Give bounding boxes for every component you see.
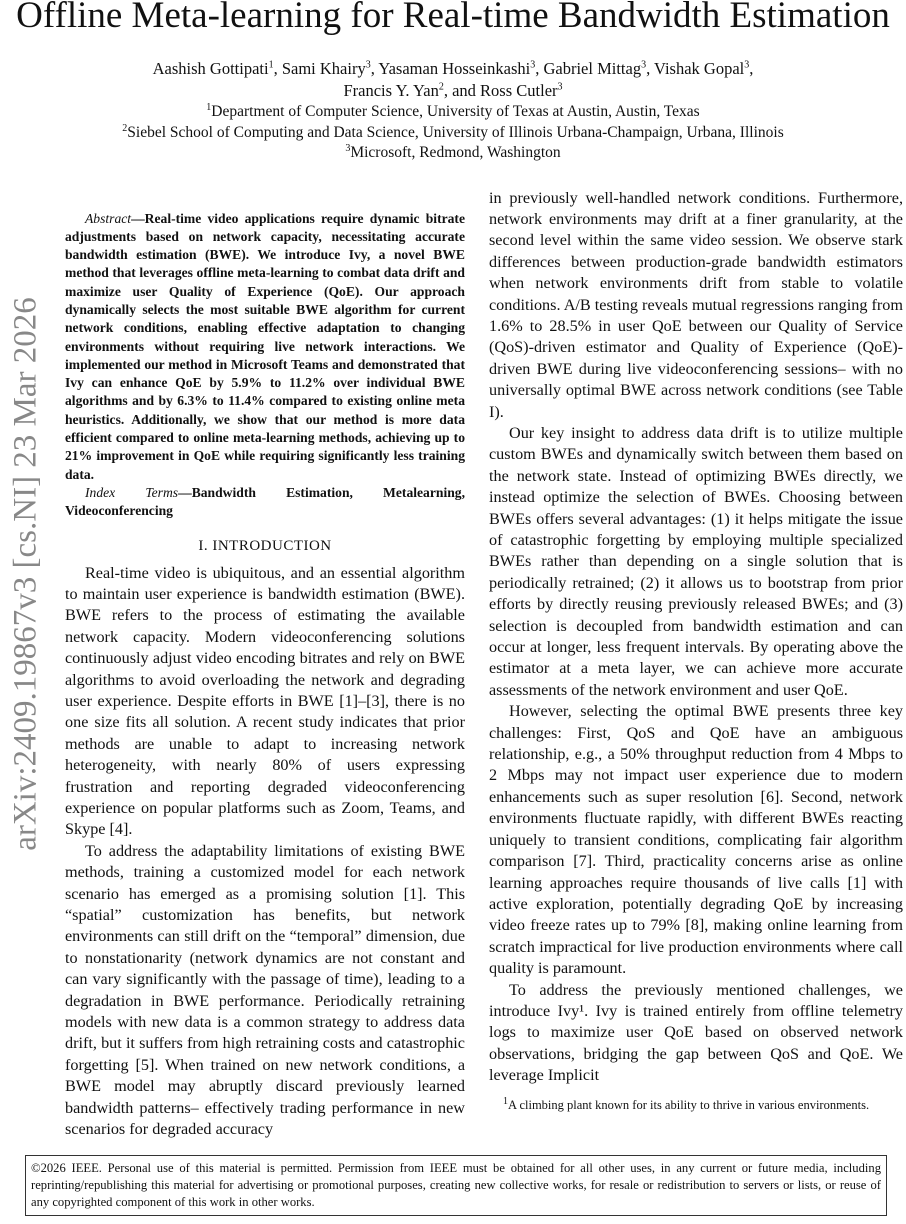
author-name: Sami Khairy xyxy=(281,59,366,78)
author-affil-mark: 1 xyxy=(268,59,274,71)
body-paragraph: To address the previously mentioned challenges, we introduce Ivy¹. Ivy is trained entirely from offline telemetry logs to maximize user QoE based on observed network observations, bridging the gap between QoS and QoE. We leverage Implicit xyxy=(489,980,903,1085)
affil-text: Siebel School of Computing and Data Science, University of Illinois Urbana-Champaign, Urbana, Illinois xyxy=(127,123,784,141)
author-affil-mark: 2 xyxy=(438,81,444,93)
author-line-2: Francis Y. Yan$^2$, and Ross Cutler$^3$ xyxy=(343,81,563,100)
author-name: Aashish Gottipati xyxy=(152,59,269,78)
paper-header xyxy=(0,0,906,164)
affil-mark: 1 xyxy=(206,101,212,113)
author-name: Vishak Gopal xyxy=(654,59,745,78)
affiliation xyxy=(20,143,886,164)
abstract-label: Abstract xyxy=(85,210,132,226)
footnote-mark: 1 xyxy=(503,1095,508,1107)
author-name: Ross Cutler xyxy=(480,81,558,100)
abstract-text: —Real-time video applications require dynamic bitrate adjustments based on network capacity, necessitating accurate bandwidth estimation (BWE). We introduce Ivy, a novel BWE method that leverages offline meta-learning to combat data drift and maximize user Quality of Experience (QoE). Our approach dynamically selects the most suitable BWE algorithm for current network conditions, enabling effective adaptation to changing environments without requiring live network interactions. We implemented our method in Microsoft Teams and demonstrated that Ivy can enhance QoE by 5.9% to 11.2% over individual BWE algorithms and by 6.3% to 11.4% compared to existing online meta heuristics. Additionally, we show that our method is more data efficient compared to online meta-learning methods, achieving up to 21% improvement in QoE while requiring significantly less training data. xyxy=(65,210,465,482)
index-terms-text: —Bandwidth Estimation, Metalearning, Videoconferencing xyxy=(65,484,465,519)
right-column xyxy=(489,188,903,1113)
body-paragraph: in previously well-handled network conditions. Furthermore, network environments may drift at a finer granularity, at the second level within the same video session. We observe stark differences between production-grade bandwidth estimators when network environments drift from stable to volatile conditions. A/B testing reveals mutual regressions ranging from 1.6% to 28.5% in user QoE between our Quality of Service (QoS)-driven estimator and Quality of Experience (QoE)-driven BWE during live videoconferencing sessions– with no universally optimal BWE across network conditions (see Table I). xyxy=(489,188,903,421)
affil-text: Microsoft, Redmond, Washington xyxy=(350,144,561,161)
body-paragraph: Real-time video is ubiquitous, and an essential algorithm to maintain user experience is bandwidth estimation (BWE). BWE refers to the process of estimating the available network capacity. Modern videoconferencing solutions continuously adjust video encoding bitrates and rely on BWE algorithms to avoid overloading the network and degrading user experience. Despite efforts in BWE [1]–[3], there is no one size fits all solution. A recent study indicates that prior methods are unable to adapt to increasing network heterogeneity, with nearly 80% of users expressing frustration and reporting degraded videoconferencing experience on popular platforms such as Zoom, Teams, and Skype [4]. xyxy=(65,563,465,839)
abstract xyxy=(65,210,465,484)
affiliation xyxy=(20,123,886,144)
two-column-body xyxy=(0,188,906,1141)
affiliation xyxy=(20,102,886,123)
index-terms xyxy=(65,484,465,521)
author-list xyxy=(60,58,846,102)
author-name: Francis Y. Yan xyxy=(343,81,439,100)
footnote xyxy=(489,1097,903,1113)
affil-mark: 3 xyxy=(345,142,351,154)
author-affil-mark: 3 xyxy=(641,59,647,71)
index-terms-label: Index Terms xyxy=(85,484,179,500)
arxiv-stamp xyxy=(2,244,50,904)
paper-title: Offline Meta-learning for Real-time Bandwidth Estimation xyxy=(16,0,890,36)
author-line-1: Aashish Gottipati$^1$, Sami Khairy$^3$, Yasaman Hosseinkashi$^3$, Gabriel Mittag$^3$, Vishak Gopal$^3$, xyxy=(152,59,754,78)
author-affil-mark: 3 xyxy=(744,59,750,71)
affil-mark: 2 xyxy=(122,122,128,134)
body-paragraph: However, selecting the optimal BWE presents three key challenges: First, QoS and QoE have an ambiguous relationship, e.g., a 50% throughput reduction from 4 Mbps to 2 Mbps may not impact user experience due to modern enhancements such as super resolution [6]. Second, network environments fluctuate rapidly, with different BWEs reacting uniquely to transient conditions, complicating fair algorithm comparison [7]. Third, practicality concerns arise as online learning approaches require thousands of live calls [1] with active exploration, potentially degrading QoE by increasing video freeze rates up to 79% [8], making online learning from scratch impractical for live production environments where call quality is paramount. xyxy=(489,702,903,978)
author-affil-mark: 3 xyxy=(557,81,563,93)
affil-text: Department of Computer Science, University of Texas at Austin, Austin, Texas xyxy=(211,103,700,120)
body-paragraph: To address the adaptability limitations of existing BWE methods, training a customized model for each network scenario has emerged as a promising solution [1]. This “spatial” customization has benefits, but network environments can still drift on the “temporal” dimension, due to nonstationarity (network dynamics are not constant and can vary significantly with the passage of time), leading to a degradation in BWE performance. Periodically retraining models with new data is a common strategy to address data drift, but it suffers from high retraining costs and catastrophic forgetting [5]. When trained on new network conditions, a BWE model may abruptly discard previously learned bandwidth patterns– effectively trading performance in new scenarios for degraded accuracy xyxy=(65,841,465,1139)
arxiv-id: arXiv:2409.19867v3 [cs.NI] 23 Mar 2026 xyxy=(7,297,44,851)
body-paragraph: Our key insight to address data drift is to utilize multiple custom BWEs and dynamically switch between them based on the network state. Instead of optimizing BWEs directly, we instead optimize the selection of BWEs. Choosing between BWEs offers several advantages: (1) it helps mitigate the issue of catastrophic forgetting by employing multiple specialized BWEs rather than depending on a single solution that is periodically retrained; (2) it allows us to bootstrap from prior efforts by directly reusing previously released BWEs; and (3) selection is decoupled from bandwidth estimation and can occur at longer, less frequent intervals. By operating above the estimator at a meta layer, we can achieve more accurate assessments of the network environment and user QoE. xyxy=(489,423,903,699)
author-affil-mark: 3 xyxy=(365,59,371,71)
left-column xyxy=(65,210,465,1141)
section-heading: I. INTRODUCTION xyxy=(198,537,332,554)
copyright-notice: ©2026 IEEE. Personal use of this material is permitted. Permission from IEEE must be obtained for all other uses, in any current or future media, including reprinting/republishing this material for advertising or promotional purposes, creating new collective works, for resale or redistribution to servers or lists, or reuse of any copyrighted component of this work in other works. xyxy=(25,1155,887,1216)
author-affil-mark: 3 xyxy=(530,59,536,71)
author-name: Gabriel Mittag xyxy=(543,59,642,78)
author-name: Yasaman Hosseinkashi xyxy=(378,59,531,78)
footnote-text: A climbing plant known for its ability to thrive in various environments. xyxy=(508,1097,870,1112)
